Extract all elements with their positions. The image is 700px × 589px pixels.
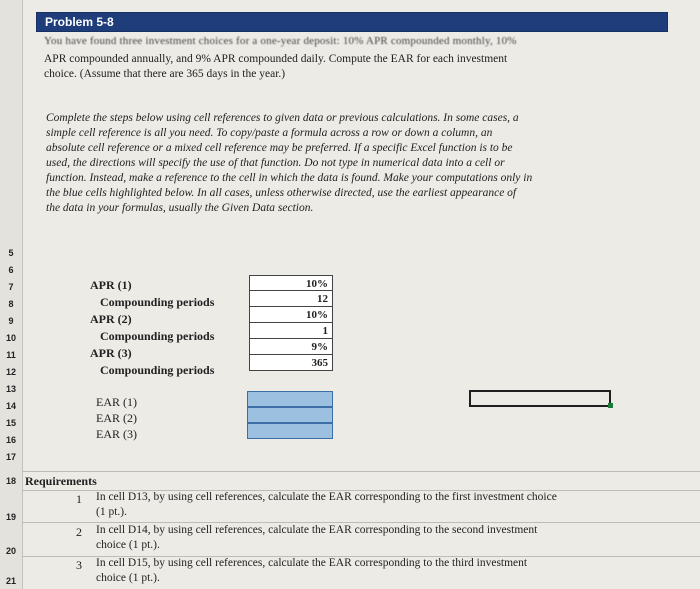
ear-label: EAR (3) [96,427,137,441]
instruction-line: Complete the steps below using cell references to given data or previous calculations. In some cases, a [46,112,519,124]
requirement-line: choice (1 pt.). [96,539,160,551]
row-number[interactable]: 6 [8,265,14,275]
row-header-gutter [0,0,23,589]
ear-input-cell-d15[interactable] [247,423,333,439]
row-number[interactable]: 21 [5,576,16,586]
row-number[interactable]: 8 [8,299,14,309]
requirement-text [96,490,616,520]
row-number[interactable]: 13 [5,384,16,394]
fill-handle[interactable] [608,403,613,408]
requirement-line: (1 pt.). [96,506,127,518]
instruction-line: absolute cell reference or a mixed cell reference may be preferred. If a specific Excel function is to be [46,142,513,154]
requirement-number: 1 [76,492,82,506]
given-value-cell[interactable]: 12 [249,291,333,307]
row-number[interactable]: 14 [5,401,16,411]
requirement-text [96,523,616,553]
instruction-line: simple cell reference is all you need. To copy/paste a formula across a row or down a column, an [46,127,493,139]
row-number[interactable]: 18 [5,476,16,486]
problem-statement [44,52,644,82]
ear-label: EAR (2) [96,411,137,425]
given-value-cell[interactable]: 365 [249,355,333,371]
row-number[interactable]: 10 [5,333,16,343]
given-label: Compounding periods [100,363,215,377]
row-number[interactable]: 17 [5,452,16,462]
given-value-cell[interactable]: 10% [249,275,333,291]
row-number[interactable]: 11 [6,350,16,360]
requirements-title: Requirements [25,474,97,488]
given-label: APR (1) [90,278,132,292]
requirement-number: 2 [76,525,82,539]
selected-cell[interactable] [469,390,611,407]
instruction-line: used, the directions will specify the use of that function. Do not type in numerical data into a cell or [46,157,505,169]
given-label: APR (3) [90,346,132,360]
given-value-cell[interactable]: 10% [249,307,333,323]
requirement-text [96,556,616,586]
row-number[interactable]: 9 [8,316,14,326]
row-number[interactable]: 7 [8,282,14,292]
problem-title-bar [36,12,668,32]
given-values-column [249,275,333,371]
problem-title: Problem 5-8 [45,15,114,29]
row-number[interactable]: 5 [8,248,14,258]
requirement-line: In cell D15, by using cell references, calculate the EAR corresponding to the third investment [96,557,528,569]
row-number[interactable]: 15 [5,418,16,428]
given-label: Compounding periods [100,329,215,343]
requirement-line: choice (1 pt.). [96,572,160,584]
instructions [46,111,666,216]
requirement-number: 3 [76,558,82,572]
row-number[interactable]: 19 [5,512,16,522]
given-value-cell[interactable]: 9% [249,339,333,355]
grid-line [22,471,700,472]
ear-input-cell-d14[interactable] [247,407,333,423]
given-label: APR (2) [90,312,132,326]
given-value-cell[interactable]: 1 [249,323,333,339]
requirement-line: In cell D13, by using cell references, calculate the EAR corresponding to the first investment choice [96,491,557,503]
row-number[interactable]: 12 [5,367,16,377]
statement-line: APR compounded annually, and 9% APR compounded daily. Compute the EAR for each investment [44,53,508,65]
statement-line: choice. (Assume that there are 365 days in the year.) [44,68,286,80]
instruction-line: the data in your formulas, usually the Given Data section. [46,202,314,214]
row-number[interactable]: 16 [5,435,16,445]
ear-input-cell-d13[interactable] [247,391,333,407]
given-label: Compounding periods [100,295,215,309]
instruction-line: function. Instead, make a reference to the cell in which the data is found. Make your computations only in [46,172,533,184]
row-number[interactable]: 20 [5,546,16,556]
ear-label: EAR (1) [96,395,137,409]
requirement-line: In cell D14, by using cell references, calculate the EAR corresponding to the second investment [96,524,538,536]
intro-cut-line: You have found three investment choices for a one-year deposit: 10% APR compounded monthly, 10% [44,35,517,47]
instruction-line: the blue cells highlighted below. In all cases, unless otherwise directed, use the earliest appearance of [46,187,517,199]
